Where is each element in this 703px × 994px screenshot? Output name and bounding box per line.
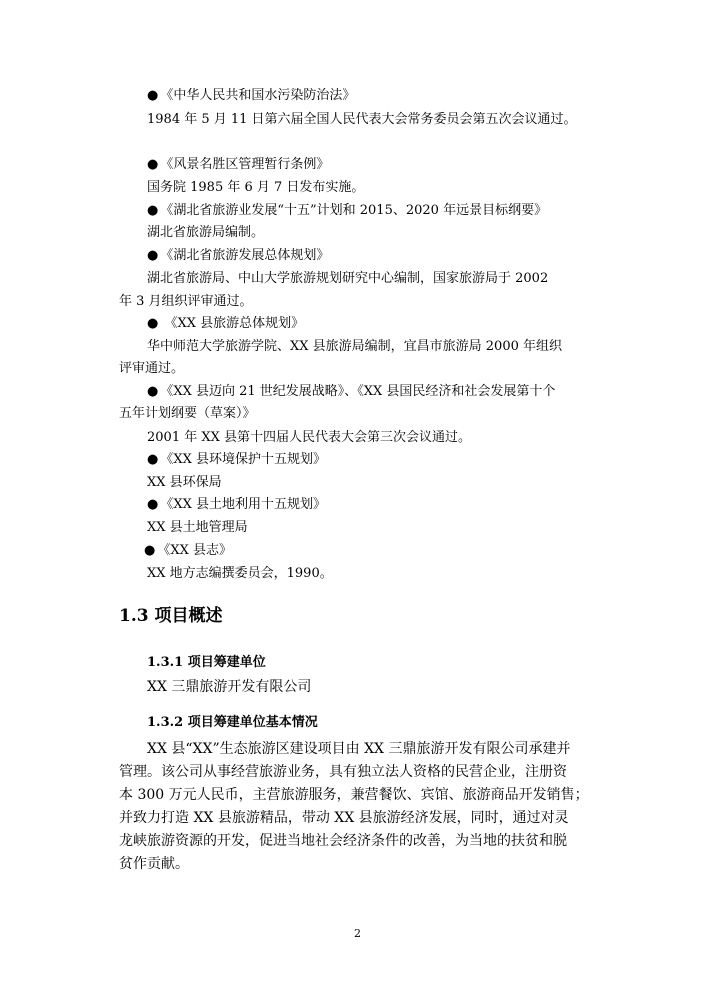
ref-item-title: ● 《风景名胜区管理暂行条例》 [147,157,330,172]
ref-item-desc: 华中师范大学旅游学院、XX 县旅游局编制，宜昌市旅游局 2000 年组织 [147,339,562,354]
ref-item-title: ● 《XX 县旅游总体规划》 [147,316,305,331]
section-heading: 1.3 项目概述 [119,606,223,626]
ref-item-title-cont: 五年计划纲要（草案）》 [119,406,256,421]
ref-item-title: ● 《XX 县志》 [144,543,232,558]
ref-item-title: ● 《XX 县土地利用十五规划》 [147,497,326,512]
bullet-icon: ● [147,248,159,263]
paragraph-line: 贫作贡献。 [119,856,189,872]
bullet-icon: ● [147,157,159,172]
bullet-icon: ● [147,88,159,103]
ref-item-title: ● 《湖北省旅游发展总体规划》 [147,248,330,263]
bullet-icon: ● [147,452,159,467]
ref-item-desc: 2001 年 XX 县第十四届人民代表大会第三次会议通过。 [147,430,471,445]
subsection-body: XX 三鼎旅游开发有限公司 [147,679,312,695]
bullet-icon: ● [147,203,159,218]
ref-item-desc: 国务院 1985 年 6 月 7 日发布实施。 [147,180,365,195]
ref-item-desc: 评审通过。 [119,361,185,376]
bullet-icon: ● [147,316,159,331]
ref-item-desc: 湖北省旅游局编制。 [147,225,265,240]
ref-item-title: ● 《XX 县迈向 21 世纪发展战略》、《XX 县国民经济和社会发展第十个 [147,384,556,399]
subsection-heading: 1.3.2 项目筹建单位基本情况 [147,715,318,730]
ref-item-desc: XX 地方志编撰委员会，1990。 [147,566,333,581]
paragraph-line: 并致力打造 XX 县旅游精品，带动 XX 县旅游经济发展，同时，通过对灵 [119,810,569,826]
ref-item-title: ● 《中华人民共和国水污染防治法》 [147,88,356,103]
ref-item-title: ● 《XX 县环境保护十五规划》 [147,452,326,467]
ref-item-desc: XX 县环保局 [147,475,222,490]
bullet-icon: ● [144,543,156,558]
bullet-icon: ● [147,497,159,512]
ref-item-desc: XX 县土地管理局 [147,520,248,535]
bullet-icon: ● [147,384,159,399]
ref-item-desc: 湖北省旅游局、中山大学旅游规划研究中心编制，国家旅游局于 2002 [147,271,549,286]
paragraph-line: 管理。该公司从事经营旅游业务，具有独立法人资格的民营企业，注册资 [119,764,567,780]
ref-item-desc: 1984 年 5 月 11 日第六届全国人民代表大会常务委员会第五次会议通过。 [147,112,577,127]
page-number: 2 [354,927,361,940]
paragraph-line: 本 300 万元人民币，主营旅游服务，兼营餐饮、宾馆、旅游商品开发销售； [119,787,589,803]
paragraph-line: 龙峡旅游资源的开发，促进当地社会经济条件的改善，为当地的扶贫和脱 [119,833,567,849]
subsection-heading: 1.3.1 项目筹建单位 [147,655,266,670]
ref-item-title: ● 《湖北省旅游业发展“十五”计划和 2015、2020 年远景目标纲要》 [147,203,548,218]
ref-item-desc: 年 3 月组织评审通过。 [119,294,253,309]
paragraph-line: XX 县“XX”生态旅游区建设项目由 XX 三鼎旅游开发有限公司承建并 [147,741,571,757]
